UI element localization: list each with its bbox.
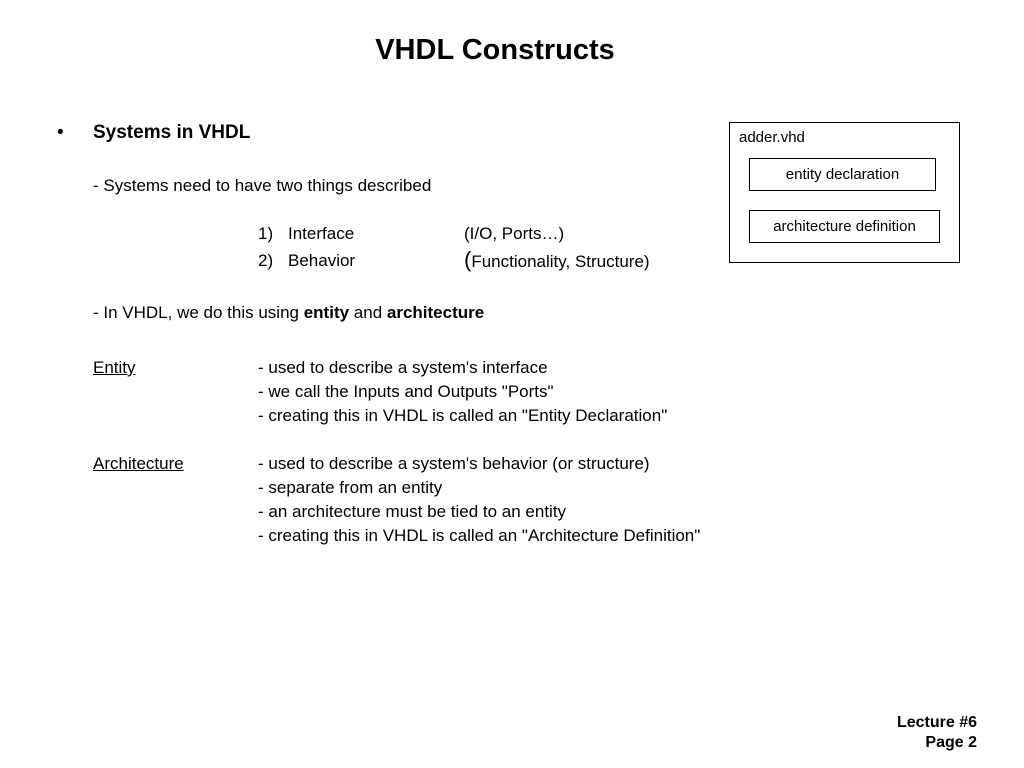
intro-line: - Systems need to have two things described (93, 176, 432, 195)
constructs-middle: and (349, 303, 387, 322)
item-number-1: 1) (258, 224, 274, 243)
definition-term-architecture: Architecture (93, 454, 184, 473)
entity-line-2: - we call the Inputs and Outputs "Ports" (258, 382, 554, 401)
item-detail-2 (464, 247, 650, 273)
bullet-marker: • (57, 122, 64, 143)
item-name-1: Interface (288, 224, 355, 243)
architecture-definition-block: architecture definition (749, 210, 940, 243)
entity-declaration-block: entity declaration (749, 158, 936, 191)
slide-title: VHDL Constructs (375, 34, 615, 66)
file-name-label: adder.vhd (739, 129, 805, 146)
constructs-term-architecture: architecture (386, 303, 485, 322)
footer-lecture: Lecture #6 (896, 714, 977, 731)
architecture-line-3: - an architecture must be tied to an entity (258, 502, 567, 521)
item-detail-2-text: Functionality, Structure) (471, 252, 650, 271)
item-detail-2-paren: ( (464, 247, 472, 272)
constructs-term-entity: entity (303, 303, 350, 322)
definition-term-entity: Entity (93, 358, 136, 377)
entity-line-3: - creating this in VHDL is called an "Entity Declaration" (258, 406, 668, 425)
footer-page: Page 2 (925, 734, 977, 751)
architecture-line-2: - separate from an entity (258, 478, 443, 497)
architecture-line-1: - used to describe a system's behavior (or structure) (258, 454, 650, 473)
architecture-line-4: - creating this in VHDL is called an "Architecture Definition" (258, 526, 701, 545)
item-name-2: Behavior (288, 251, 356, 270)
constructs-line (93, 303, 484, 323)
constructs-prefix: - In VHDL, we do this using (93, 303, 304, 322)
item-detail-1: (I/O, Ports…) (464, 224, 565, 243)
entity-line-1: - used to describe a system's interface (258, 358, 548, 377)
bullet-heading: Systems in VHDL (93, 122, 251, 143)
item-number-2: 2) (258, 251, 274, 270)
